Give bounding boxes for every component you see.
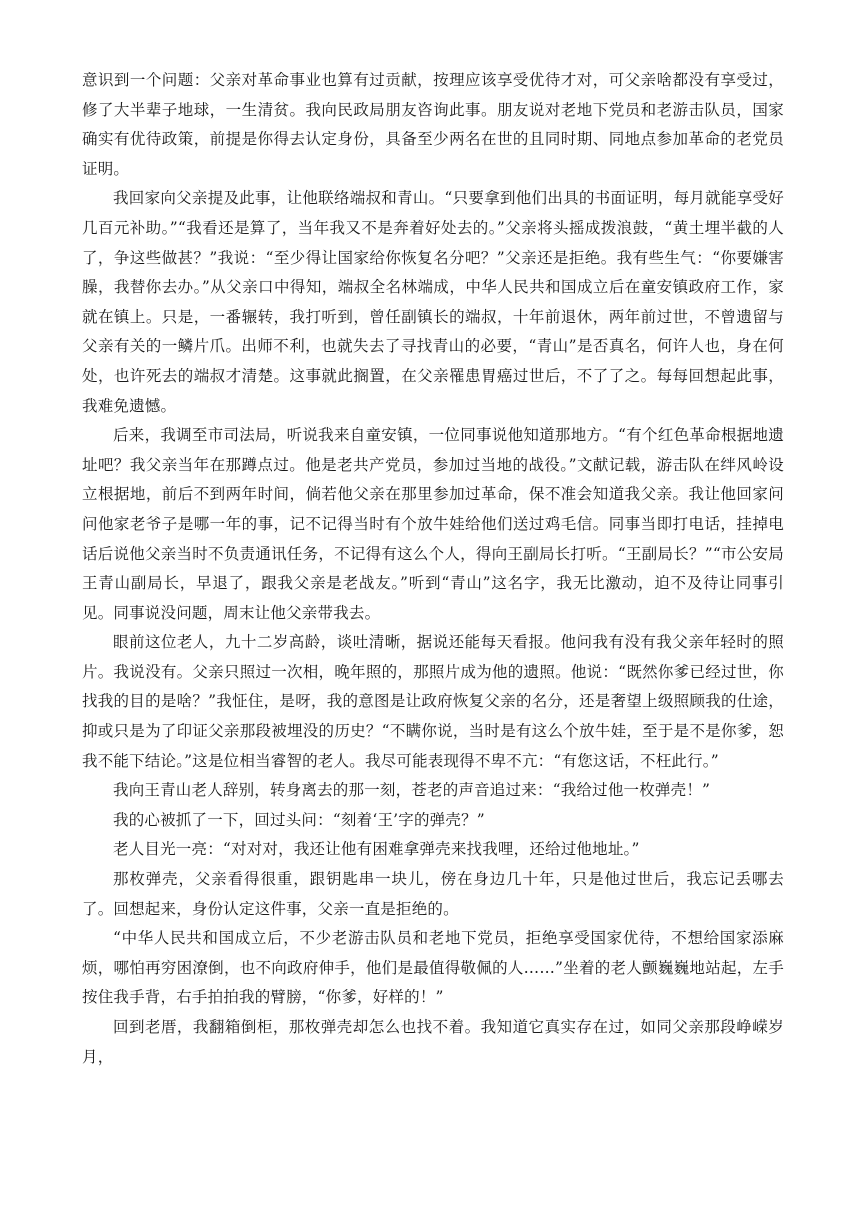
paragraph-3: 后来，我调至市司法局，听说我来自童安镇，一位同事说他知道那地方。“有个红色革命根据地遗址吧？我父亲当年在那蹲点过。他是老共产党员，参加过当地的战役。”文献记载，游击队在绊风岭设立根据地，前后不到两年时间，倘若他父亲在那里参加过革命，保不准会知道我父亲。我让他回家问问他家老爷子是哪一年的事，记不记得当时有个放牛娃给他们送过鸡毛信。同事当即打电话，挂掉电话后说他父亲当时不负责通讯任务，不记得有这么个人，得向王副局长打听。“王副局长？”“市公安局王青山副局长，早退了，跟我父亲是老战友。”听到“青山”这名字，我无比激动，迫不及待让同事引见。同事说没问题，周末让他父亲带我去。 (82, 426, 784, 622)
paragraph-9: “中华人民共和国成立后，不少老游击队员和老地下党员，拒绝享受国家优待，不想给国家添麻烦，哪怕再穷困潦倒，也不向政府伸手，他们是最值得敬佩的人……”坐着的老人颤巍巍地站起，左手按住我手背，右手拍拍我的臂膀，“你爹，好样的！” (82, 929, 784, 1007)
document-page (82, 66, 784, 1072)
paragraph-7: 老人目光一亮：“对对对，我还让他有困难拿弹壳来找我哩，还给过他地址。” (113, 840, 640, 859)
paragraph-4: 眼前这位老人，九十二岁高龄，谈吐清晰，据说还能每天看报。他问我有没有我父亲年轻时的照片。我说没有。父亲只照过一次相，晚年照的，那照片成为他的遗照。他说：“既然你爹已经过世，你找我的目的是啥？”我怔住，是呀，我的意图是让政府恢复父亲的名分，还是奢望上级照顾我的仕途，抑或只是为了印证父亲那段被埋没的历史？“不瞒你说，当时是有这么个放牛娃，至于是不是你爹，恕我不能下结论。”这是位相当睿智的老人。我尽可能表现得不卑不亢：“有您这话，不枉此行。” (82, 633, 784, 770)
paragraph-10: 回到老厝，我翻箱倒柜，那枚弹壳却怎么也找不着。我知道它真实存在过，如同父亲那段峥嵘岁月， (82, 1018, 784, 1066)
paragraph-2: 我回家向父亲提及此事，让他联络端叔和青山。“只要拿到他们出具的书面证明，每月就能享受好几百元补助。”“我看还是算了，当年我又不是奔着好处去的。”父亲将头摇成拨浪鼓，“黄土埋半截的人了，争这些做甚？”我说：“至少得让国家给你恢复名分吧？”父亲还是拒绝。我有些生气：“你要嫌害臊，我替你去办。”从父亲口中得知，端叔全名林端成，中华人民共和国成立后在童安镇政府工作，家就在镇上。只是，一番辗转，我打听到，曾任副镇长的端叔，十年前退休，两年前过世，不曾遗留与父亲有关的一鳞片爪。出师不利，也就失去了寻找青山的必要，“青山”是否真名，何许人也，身在何处，也许死去的端叔才清楚。这事就此搁置，在父亲罹患胃癌过世后，不了了之。每每回想起此事，我难免遗憾。 (82, 189, 784, 415)
paragraph-1: 意识到一个问题：父亲对革命事业也算有过贡献，按理应该享受优待才对，可父亲啥都没有享受过，修了大半辈子地球，一生清贫。我向民政局朋友咨询此事。朋友说对老地下党员和老游击队员，国家确实有优待政策，前提是你得去认定身份，具备至少两名在世的且同时期、同地点参加革命的老党员证明。 (82, 71, 784, 178)
paragraph-5: 我向王青山老人辞别，转身离去的那一刻，苍老的声音追过来：“我给过他一枚弹壳！” (113, 781, 711, 800)
paragraph-8: 那枚弹壳，父亲看得很重，跟钥匙串一块儿，傍在身边几十年，只是他过世后，我忘记丢哪去了。回想起来，身份认定这件事，父亲一直是拒绝的。 (82, 870, 784, 918)
paragraph-6: 我的心被抓了一下，回过头问：“刻着‘王’字的弹壳？” (113, 810, 485, 829)
